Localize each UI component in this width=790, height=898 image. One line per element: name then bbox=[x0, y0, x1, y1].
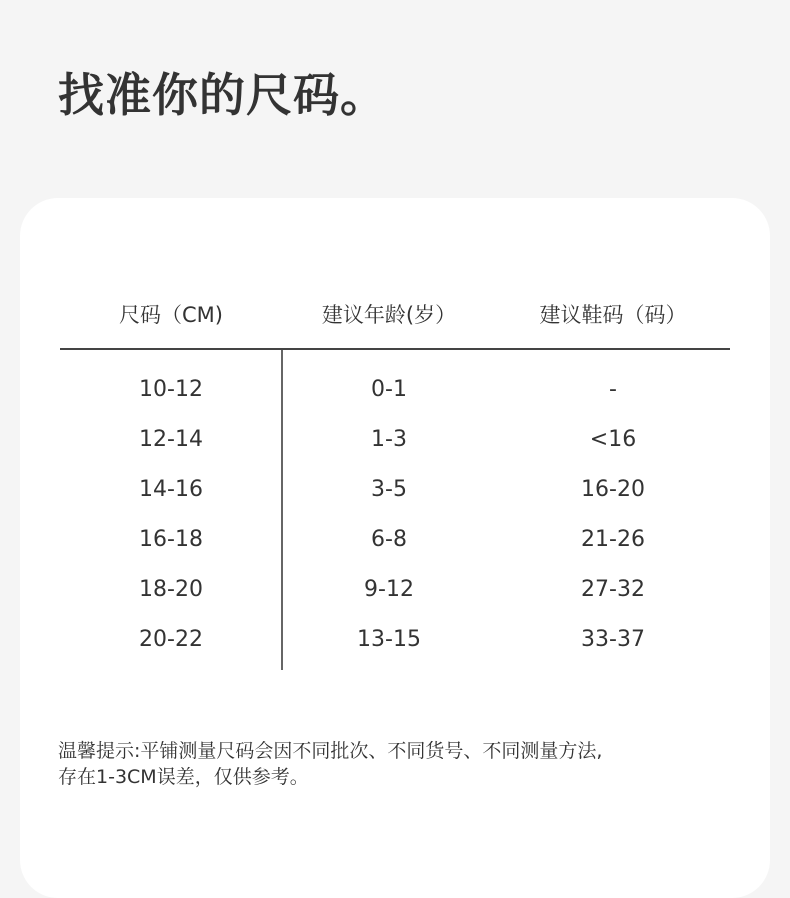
size-chart-card bbox=[20, 198, 770, 898]
cell-shoe-size: - bbox=[609, 376, 617, 402]
table-body bbox=[60, 350, 730, 664]
cell-age: 9-12 bbox=[364, 576, 414, 602]
header-size-cm: 尺码（CM) bbox=[119, 303, 223, 327]
size-table bbox=[60, 280, 730, 664]
cell-age: 0-1 bbox=[371, 376, 407, 402]
table-row bbox=[60, 364, 730, 414]
cell-size: 16-18 bbox=[139, 526, 203, 552]
cell-shoe-size: 33-37 bbox=[581, 626, 645, 652]
cell-age: 6-8 bbox=[371, 526, 407, 552]
cell-shoe-size: 21-26 bbox=[581, 526, 645, 552]
note-line-2: 存在1-3CM误差，仅供参考。 bbox=[58, 766, 309, 788]
table-row bbox=[60, 414, 730, 464]
cell-size: 10-12 bbox=[139, 376, 203, 402]
cell-size: 18-20 bbox=[139, 576, 203, 602]
note-line-1: 温馨提示:平铺测量尺码会因不同批次、不同货号、不同测量方法, bbox=[58, 740, 603, 762]
cell-shoe-size: 16-20 bbox=[581, 476, 645, 502]
cell-age: 1-3 bbox=[371, 426, 407, 452]
measurement-note bbox=[58, 738, 738, 790]
table-row bbox=[60, 464, 730, 514]
cell-age: 3-5 bbox=[371, 476, 407, 502]
cell-size: 20-22 bbox=[139, 626, 203, 652]
header-suggested-shoe-size: 建议鞋码（码） bbox=[539, 303, 687, 327]
page-title: 找准你的尺码。 bbox=[58, 68, 387, 122]
column-divider bbox=[281, 350, 283, 670]
cell-size: 14-16 bbox=[139, 476, 203, 502]
cell-age: 13-15 bbox=[357, 626, 421, 652]
table-row bbox=[60, 614, 730, 664]
cell-size: 12-14 bbox=[139, 426, 203, 452]
header-suggested-age: 建议年龄(岁） bbox=[321, 303, 457, 327]
table-row bbox=[60, 514, 730, 564]
cell-shoe-size: 27-32 bbox=[581, 576, 645, 602]
table-row bbox=[60, 564, 730, 614]
cell-shoe-size: <16 bbox=[589, 426, 637, 452]
table-header bbox=[60, 280, 730, 348]
